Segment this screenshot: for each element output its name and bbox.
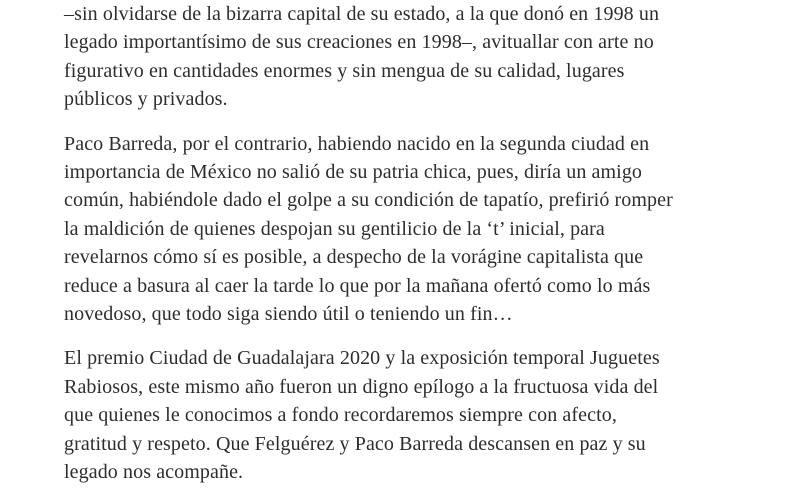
text-line: figurativo en cantidades enormes y sin mengua de su calidad, lugares xyxy=(64,59,625,82)
text-line: importancia de México no salió de su patria chica, pues, diría un amigo xyxy=(64,161,643,184)
paragraph xyxy=(64,344,736,486)
paragraph xyxy=(64,130,736,329)
text-line: gratitud y respeto. Que Felguérez y Paco Barreda descansen en paz y su xyxy=(64,432,646,455)
text-line: reduce a basura al caer la tarde lo que por la mañana ofertó como lo más xyxy=(64,274,651,297)
text-line: la maldición de quienes despojan su gentilicio de la ‘t’ inicial, para xyxy=(64,217,605,240)
text-line: Paco Barreda, por el contrario, habiendo nacido en la segunda ciudad en xyxy=(64,132,650,155)
text-line: revelarnos cómo sí es posible, a despecho de la vorágine capitalista que xyxy=(64,246,644,269)
text-line: públicos y privados. xyxy=(64,88,228,111)
text-line: común, habiéndole dado el golpe a su condición de tapatío, prefirió romper xyxy=(64,189,673,212)
paragraph xyxy=(64,0,736,114)
text-line: legado nos acompañe. xyxy=(64,461,244,484)
text-line: legado importantísimo de sus creaciones en 1998–, avituallar con arte no xyxy=(64,31,654,54)
text-line: novedoso, que todo siga siendo útil o teniendo un fin… xyxy=(64,303,513,326)
text-line: que quienes le conocimos a fondo recordaremos siempre con afecto, xyxy=(64,404,617,427)
text-line: Rabiosos, este mismo año fueron un digno epílogo a la fructuosa vida del xyxy=(64,375,659,398)
text-line: –sin olvidarse de la bizarra capital de su estado, a la que donó en 1998 un xyxy=(64,3,660,25)
article-paragraphs xyxy=(64,0,736,487)
text-line: El premio Ciudad de Guadalajara 2020 y la exposición temporal Juguetes xyxy=(64,347,660,370)
